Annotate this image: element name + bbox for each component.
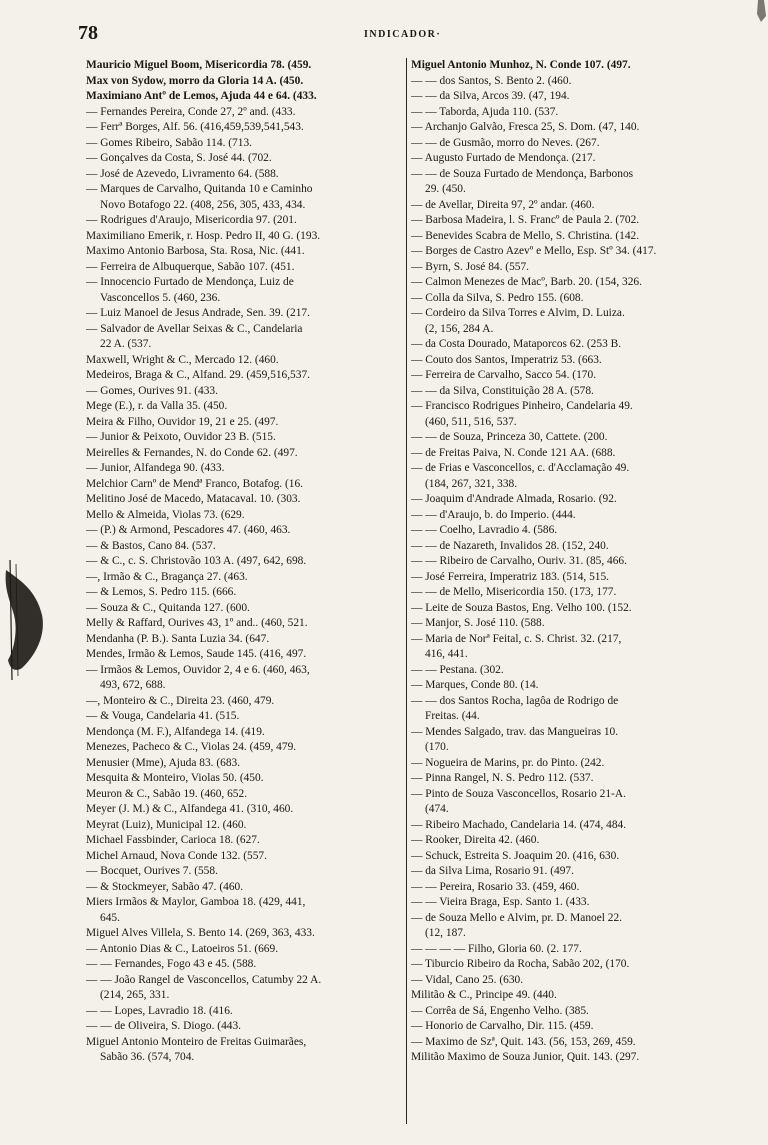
right-column-entry: — Ribeiro Machado, Candelaria 14. (474, 484. bbox=[411, 818, 627, 831]
right-column-entry: (2, 156, 284 A. bbox=[425, 322, 494, 335]
corner-ink-mark-icon bbox=[754, 0, 768, 22]
left-column-entry: Melly & Raffard, Ourives 43, 1º and.. (460, 521. bbox=[86, 617, 308, 629]
right-column-entry: — Maria de Norª Feital, c. S. Christ. 32. (217, bbox=[411, 632, 622, 645]
right-column-entry: — — d'Araujo, b. do Imperio. (444. bbox=[411, 508, 576, 521]
right-column-entry: — — de Souza Furtado de Mendonça, Barbonos bbox=[411, 167, 634, 180]
left-column-entry: — & Stockmeyer, Sabão 47. (460. bbox=[86, 880, 244, 893]
right-column-entry: — — Coelho, Lavradio 4. (586. bbox=[411, 524, 558, 536]
left-column-entry: Michael Fassbinder, Carioca 18. (627. bbox=[86, 834, 260, 846]
left-column-entry: — Marques de Carvalho, Quitanda 10 e Caminho bbox=[86, 183, 313, 195]
left-column-entry: Mello & Almeida, Violas 73. (629. bbox=[86, 508, 245, 521]
left-column-entry: — Innocencio Furtado de Mendonça, Luiz de bbox=[86, 276, 294, 288]
right-column-entry: — de Freitas Paiva, N. Conde 121 AA. (688. bbox=[411, 446, 616, 459]
right-column-entry: — — de Nazareth, Invalidos 28. (152, 240. bbox=[411, 539, 609, 552]
right-column-entry: — de Souza Mello e Alvim, pr. D. Manoel 22. bbox=[411, 911, 623, 924]
left-column-entry: — & C., c. S. Christovão 103 A. (497, 642, 698. bbox=[86, 555, 307, 567]
right-column-entry: — Benevides Scabra de Mello, S. Christina. (142. bbox=[411, 229, 640, 242]
right-column-entry: — — Pereira, Rosario 33. (459, 460. bbox=[411, 880, 580, 893]
left-column-entry: — & Bastos, Cano 84. (537. bbox=[86, 539, 216, 552]
right-column-entry: — — Ribeiro de Carvalho, Ouriv. 31. (85, 466. bbox=[411, 555, 627, 567]
left-column-entry: — Ferrª Borges, Alf. 56. (416,459,539,541,543. bbox=[86, 121, 304, 133]
left-column bbox=[86, 58, 408, 1066]
left-column-entry: Maximo Antonio Barbosa, Sta. Rosa, Nic. (441. bbox=[86, 245, 305, 257]
left-column-entry: — Gomes, Ourives 91. (433. bbox=[86, 384, 218, 397]
left-column-entry: — — João Rangel de Vasconcellos, Catumby 22 A. bbox=[86, 973, 322, 986]
left-column-entry: — Junior, Alfandega 90. (433. bbox=[86, 462, 225, 474]
right-column-entry: — Pinto de Souza Vasconcellos, Rosario 21-A. bbox=[411, 787, 626, 800]
left-column-entry: Mesquita & Monteiro, Violas 50. (450. bbox=[86, 772, 264, 784]
left-column-entry: — José de Azevedo, Livramento 64. (588. bbox=[86, 167, 279, 180]
left-column-entry: Sabão 36. (574, 704. bbox=[100, 1051, 195, 1063]
left-column-entry: Mendes, Irmão & Lemos, Saude 145. (416, 497. bbox=[86, 648, 307, 660]
right-column-entry: — Maximo de Szª, Quit. 143. (56, 153, 269, 459. bbox=[411, 1035, 636, 1048]
left-column-entry: —, Monteiro & C., Direita 23. (460, 479. bbox=[86, 694, 275, 707]
right-column-entry: — Colla da Silva, S. Pedro 155. (608. bbox=[411, 291, 584, 304]
left-column-entry: Maximiano Antº de Lemos, Ajuda 44 e 64. (433. bbox=[86, 90, 317, 102]
right-column-entry: — — de Mello, Misericordia 150. (173, 177. bbox=[411, 586, 617, 598]
right-column-entry: — Marques, Conde 80. (14. bbox=[411, 679, 539, 691]
right-column-entry: — — Taborda, Ajuda 110. (537. bbox=[411, 105, 559, 118]
right-column-entry: — Mendes Salgado, trav. das Mangueiras 10. bbox=[411, 725, 619, 738]
left-column-entry: — Salvador de Avellar Seixas & C., Candelaria bbox=[86, 322, 303, 335]
left-column-entry: Michel Arnaud, Nova Conde 132. (557. bbox=[86, 849, 267, 862]
left-column-entry: —, Irmão & C., Bragança 27. (463. bbox=[86, 570, 248, 583]
left-column-entry: Medeiros, Braga & C., Alfand. 29. (459,516,537. bbox=[86, 369, 310, 381]
left-column-entry: Meirelles & Fernandes, N. do Conde 62. (497. bbox=[86, 446, 298, 459]
right-column-entry: — — Vieira Braga, Esp. Santo 1. (433. bbox=[411, 896, 590, 908]
left-column-entry: — & Lemos, S. Pedro 115. (666. bbox=[86, 586, 237, 598]
right-column-entry: (12, 187. bbox=[425, 927, 466, 939]
left-column-entry: — — de Oliveira, S. Diogo. (443. bbox=[86, 1020, 242, 1032]
left-column-entry: — Fernandes Pereira, Conde 27, 2º and. (433. bbox=[86, 105, 296, 118]
page-number: 78 bbox=[78, 22, 98, 44]
left-column-entry: Meyer (J. M.) & C., Alfandega 41. (310, 460. bbox=[86, 803, 294, 815]
right-column-entry: — da Silva Lima, Rosario 91. (497. bbox=[411, 865, 574, 877]
right-column-entry: — Augusto Furtado de Mendonça. (217. bbox=[411, 152, 596, 164]
right-column-entry: 29. (450. bbox=[425, 183, 466, 195]
right-column-entry: — Ferreira de Carvalho, Sacco 54. (170. bbox=[411, 369, 597, 381]
right-column-entry: 416, 441. bbox=[425, 648, 468, 660]
left-column-entry: 22 A. (537. bbox=[100, 338, 152, 350]
left-column-entry: — Antonio Dias & C., Latoeiros 51. (669. bbox=[86, 942, 279, 955]
left-column-entry: — Gomes Ribeiro, Sabão 114. (713. bbox=[86, 136, 252, 149]
left-column-entry: — Ferreira de Albuquerque, Sabão 107. (451. bbox=[86, 260, 295, 273]
left-column-entry: Meira & Filho, Ouvidor 19, 21 e 25. (497. bbox=[86, 415, 279, 428]
left-column-entry: — — Lopes, Lavradio 18. (416. bbox=[86, 1004, 233, 1017]
left-column-entry: Maximiliano Emerik, r. Hosp. Pedro II, 40 G. (193. bbox=[86, 229, 321, 242]
left-column-entry: Menusier (Mme), Ajuda 83. (683. bbox=[86, 756, 241, 769]
right-column-entry: — — da Silva, Constituição 28 A. (578. bbox=[411, 384, 594, 397]
right-column-entry: — — de Souza, Princeza 30, Cattete. (200. bbox=[411, 431, 608, 443]
left-column-entry: Mauricio Miguel Boom, Misericordia 78. (459. bbox=[86, 59, 312, 71]
right-column-entry: — Rooker, Direita 42. (460. bbox=[411, 834, 540, 846]
left-column-entry: 493, 672, 688. bbox=[100, 679, 166, 691]
left-column-entry: Novo Botafogo 22. (408, 256, 305, 433, 434. bbox=[100, 198, 306, 211]
right-column-entry: — de Frias e Vasconcellos, c. d'Acclamação 49. bbox=[411, 462, 630, 474]
right-column-entry: — Borges de Castro Azevº e Mello, Esp. Stº 34. (417. bbox=[411, 245, 657, 257]
left-column-entry: Miguel Alves Villela, S. Bento 14. (269, 363, 433. bbox=[86, 927, 315, 939]
left-column-entry: Miguel Antonio Monteiro de Freitas Guimarães, bbox=[86, 1035, 307, 1048]
left-column-entry: — Junior & Peixoto, Ouvidor 23 B. (515. bbox=[86, 431, 276, 443]
left-column-entry: Meyrat (Luiz), Municipal 12. (460. bbox=[86, 818, 247, 831]
left-column-entry: Melchior Carnº de Mendª Franco, Botafog. (16. bbox=[86, 477, 304, 490]
margin-ink-blot-icon bbox=[0, 560, 48, 680]
right-column-entry: — Barbosa Madeira, l. S. Francº de Paula 2. (702. bbox=[411, 214, 640, 226]
left-column-entry: Vasconcellos 5. (460, 236. bbox=[100, 291, 221, 304]
left-column-entry: — (P.) & Armond, Pescadores 47. (460, 463. bbox=[86, 524, 291, 536]
left-column-entry: Maxwell, Wright & C., Mercado 12. (460. bbox=[86, 353, 279, 366]
right-column-entry: — Archanjo Galvão, Fresca 25, S. Dom. (47, 140. bbox=[411, 121, 640, 133]
right-column-entry: — — de Gusmão, morro do Neves. (267. bbox=[411, 136, 600, 149]
right-column-entry: (474. bbox=[425, 803, 449, 815]
left-column-entry: — Luiz Manoel de Jesus Andrade, Sen. 39. (217. bbox=[86, 307, 310, 319]
right-column-entry: — Francisco Rodrigues Pinheiro, Candelaria 49. bbox=[411, 400, 633, 412]
right-column-entry: Militão Maximo de Souza Junior, Quit. 143. (297. bbox=[411, 1051, 640, 1063]
right-column-entry: — Joaquim d'Andrade Almada, Rosario. (92. bbox=[411, 493, 617, 505]
left-column-entry: Mendanha (P. B.). Santa Luzia 34. (647. bbox=[86, 632, 270, 645]
page-header bbox=[78, 22, 738, 48]
right-column-entry: — da Costa Dourado, Mataporcos 62. (253 B. bbox=[411, 338, 622, 350]
left-column-entry: — Bocquet, Ourives 7. (558. bbox=[86, 865, 218, 877]
left-column-entry: Max von Sydow, morro da Gloria 14 A. (450. bbox=[86, 74, 304, 87]
right-column-entry: — José Ferreira, Imperatriz 183. (514, 515. bbox=[411, 570, 610, 583]
right-column-entry: — Manjor, S. José 110. (588. bbox=[411, 617, 545, 629]
right-column-entry: — Leite de Souza Bastos, Eng. Velho 100. (152. bbox=[411, 601, 632, 614]
left-column-entry: — Gonçalves da Costa, S. José 44. (702. bbox=[86, 152, 272, 164]
left-column-entry: — — Fernandes, Fogo 43 e 45. (588. bbox=[86, 958, 257, 970]
right-column-entry: — — dos Santos, S. Bento 2. (460. bbox=[411, 74, 572, 87]
right-column-entry: — Cordeiro da Silva Torres e Alvim, D. Luiza. bbox=[411, 307, 625, 319]
right-column-entry: — Nogueira de Marins, pr. do Pinto. (242. bbox=[411, 756, 605, 769]
right-column-entry: — — dos Santos Rocha, lagôa de Rodrigo de bbox=[411, 694, 619, 707]
right-column-entry: (460, 511, 516, 537. bbox=[425, 415, 517, 428]
right-column-entry: — Calmon Menezes de Macº, Barb. 20. (154, 326. bbox=[411, 276, 642, 288]
right-column-entry: — — Pestana. (302. bbox=[411, 663, 504, 676]
right-column-entry: — Pinna Rangel, N. S. Pedro 112. (537. bbox=[411, 772, 594, 784]
left-column-entry: Meuron & C., Sabão 19. (460, 652. bbox=[86, 787, 248, 800]
right-column-entry: — de Avellar, Direita 97, 2º andar. (460. bbox=[411, 198, 595, 211]
left-column-entry: — Rodrigues d'Araujo, Misericordia 97. (201. bbox=[86, 214, 297, 226]
left-column-entry: — Souza & C., Quitanda 127. (600. bbox=[86, 601, 250, 614]
right-column-entry: — — — — Filho, Gloria 60. (2. 177. bbox=[411, 942, 582, 955]
right-column-entry: — Honorio de Carvalho, Dir. 115. (459. bbox=[411, 1020, 594, 1032]
right-column-entry: (184, 267, 321, 338. bbox=[425, 477, 518, 490]
right-column-entry: Freitas. (44. bbox=[425, 710, 480, 722]
right-column-entry: — Tiburcio Ribeiro da Rocha, Sabão 202, (170. bbox=[411, 958, 630, 970]
right-column-entry: — Vidal, Cano 25. (630. bbox=[411, 973, 524, 986]
right-column-entry: Militão & C., Principe 49. (440. bbox=[411, 989, 557, 1001]
left-column-entry: Menezes, Pacheco & C., Violas 24. (459, 479. bbox=[86, 741, 297, 753]
right-column-entry: — Corrêa de Sá, Engenho Velho. (385. bbox=[411, 1004, 589, 1017]
right-column-entry: Miguel Antonio Munhoz, N. Conde 107. (497. bbox=[411, 59, 631, 71]
left-column-entry: Mendonça (M. F.), Alfandega 14. (419. bbox=[86, 725, 265, 738]
left-column-entry: 645. bbox=[100, 911, 120, 924]
left-column-entry: — Irmãos & Lemos, Ouvidor 2, 4 e 6. (460, 463, bbox=[86, 663, 310, 676]
left-column-entry: (214, 265, 331. bbox=[100, 989, 170, 1001]
right-column bbox=[411, 58, 736, 1066]
right-column-entry: — Schuck, Estreita S. Joaquim 20. (416, 630. bbox=[411, 849, 620, 862]
right-column-entry: — — da Silva, Arcos 39. (47, 194. bbox=[411, 90, 570, 102]
running-head: INDICADOR· bbox=[364, 29, 442, 40]
left-column-entry: Miers Irmãos & Maylor, Gamboa 18. (429, 441, bbox=[86, 896, 306, 908]
left-column-entry: — & Vouga, Candelaria 41. (515. bbox=[86, 710, 240, 722]
right-column-entry: — Couto dos Santos, Imperatriz 53. (663. bbox=[411, 353, 602, 366]
right-column-entry: (170. bbox=[425, 741, 449, 753]
right-column-entry: — Byrn, S. José 84. (557. bbox=[411, 260, 530, 273]
left-column-entry: Melitino José de Macedo, Matacaval. 10. (303. bbox=[86, 493, 301, 505]
left-column-entry: Mege (E.), r. da Valla 35. (450. bbox=[86, 400, 228, 412]
